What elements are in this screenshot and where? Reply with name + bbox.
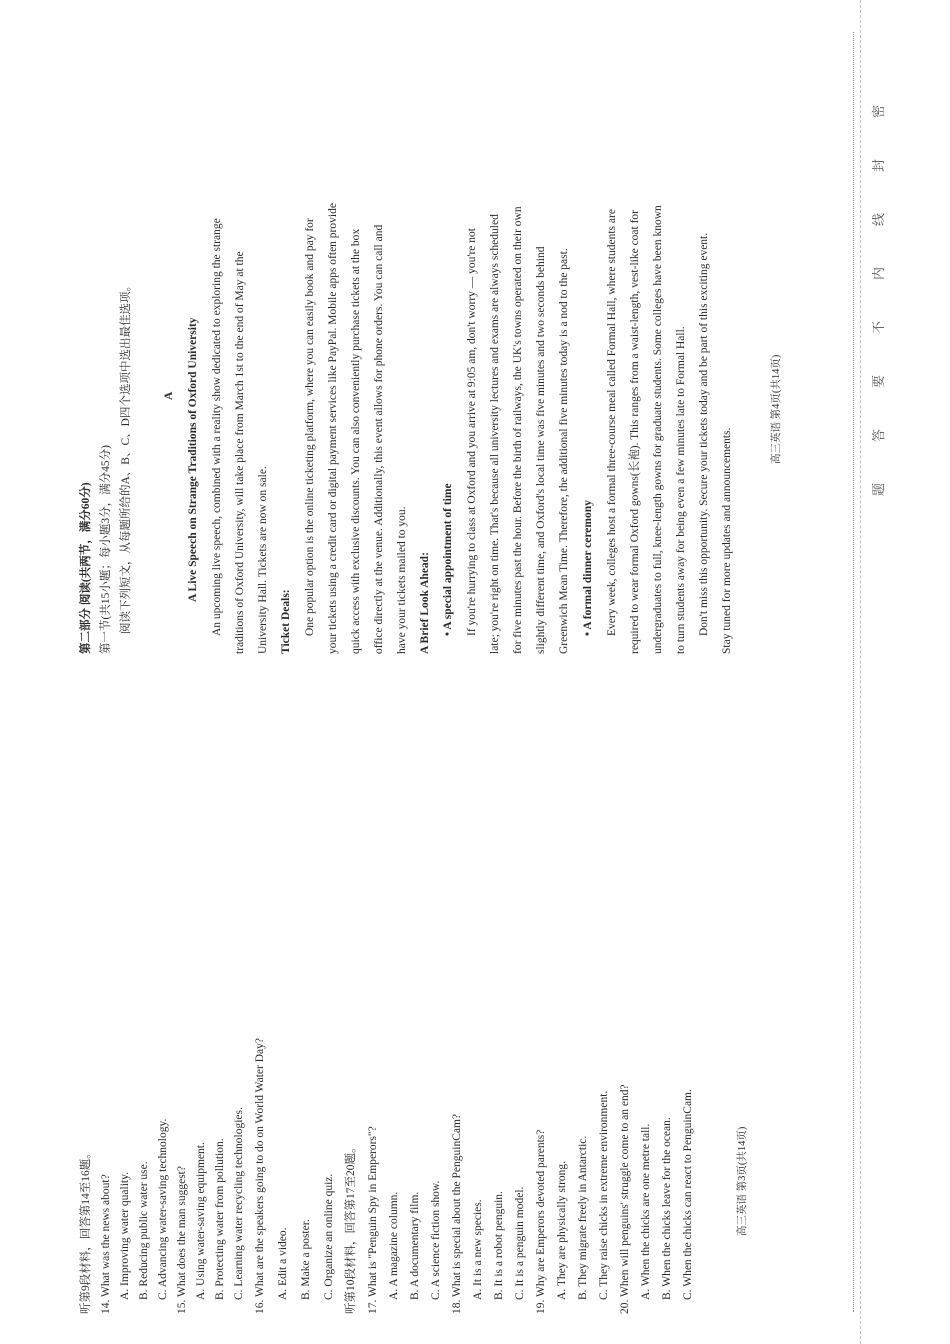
question-18-stem: 18. What is special about the PenguinCam? <box>451 1113 463 1314</box>
question-19-option-a: A. They are physically strong. <box>556 1160 568 1300</box>
question-15-option-b: B. Protecting water from pollution. <box>214 1138 226 1300</box>
bullet-formal-dinner: • A formal dinner ceremony <box>582 500 594 636</box>
question-16-option-b: B. Make a poster. <box>300 1219 312 1300</box>
seal-line-dashes <box>860 0 861 1344</box>
seal-char-6: 要 <box>871 374 886 388</box>
question-19-stem: 19. Why are Emperors devoted parents? <box>535 1129 547 1314</box>
seal-char-2: 封 <box>871 158 886 172</box>
seal-char-7: 答 <box>871 428 886 442</box>
paragraph-3-line-1: If you're hurrying to class at Oxford and you arrive at 9:05 am, don't worry — you're not <box>466 228 478 636</box>
question-17-option-c: C. A science fiction show. <box>430 1180 442 1300</box>
question-16-stem: 16. What are the speakers going to do on World Water Day? <box>254 1038 266 1314</box>
paragraph-1-line-1: An upcoming live speech, combined with a reality show dedicated to exploring the strange <box>211 218 223 636</box>
passage-title: A Live Speech on Strange Traditions of Oxford University <box>187 317 199 602</box>
question-15-option-a: A. Using water-saving equipment. <box>195 1142 207 1300</box>
seal-char-8: 题 <box>871 482 886 496</box>
brief-look-heading: A Brief Look Ahead: <box>419 552 431 654</box>
seal-char-5: 不 <box>871 320 886 334</box>
question-14-stem: 14. What was the news about? <box>100 1174 112 1314</box>
paragraph-3-line-2: late; you're right on time. That's because all university lectures and exams are always scheduled <box>489 214 501 654</box>
question-17-option-a: A. A magazine column. <box>388 1191 400 1300</box>
paragraph-3-line-4: slightly different time, and Oxford's local time was five minutes and two seconds behind <box>535 246 547 654</box>
question-19-option-b: B. They migrate freely in Antarctic. <box>577 1135 589 1300</box>
question-14-option-a: A. Improving water quality. <box>119 1172 131 1300</box>
reading-instructions: 阅读下列短文，从每题所给的A、B、C、D四个选项中选出最佳选项。 <box>120 280 132 634</box>
question-14-option-c: C. Advancing water-saving technology. <box>157 1118 169 1300</box>
paragraph-1-line-3: University Hall. Tickets are now on sale. <box>257 466 269 654</box>
paragraph-1-line-2: traditions of Oxford University, will take place from March 1st to the end of May at the <box>234 251 246 654</box>
paragraph-2-line-3: quick access with exclusive discounts. You can also conveniently purchase tickets at the box <box>350 228 362 654</box>
paragraph-4-line-4: to turn students away for being even a few minutes late to Formal Hall. <box>675 326 687 654</box>
question-15-stem: 15. What does the man suggest? <box>176 1166 188 1314</box>
question-20-option-c: C. When the chicks can react to PenguinCam. <box>682 1089 694 1300</box>
paragraph-2-line-5: have your tickets mailed to you. <box>396 506 408 654</box>
question-16-option-a: A. Edit a video. <box>277 1227 289 1300</box>
question-18-option-b: B. It is a robot penguin. <box>493 1191 505 1300</box>
section-title: 第一节(共15小题；每小题3分，满分45分) <box>100 445 112 654</box>
ticket-deals-heading: Ticket Deals: <box>280 589 292 654</box>
part-title: 第二部分 阅读(共两节，满分60分) <box>80 482 92 654</box>
seal-char-1: 密 <box>871 104 886 118</box>
question-15-option-c: C. Learning water recycling technologies. <box>233 1107 245 1300</box>
paragraph-3-line-5: Greenwich Mean Time. Therefore, the additional five minutes today is a nod to the past. <box>558 248 570 654</box>
listening-10-intro: 听第10段材料，回答第17至20题。 <box>345 1141 357 1314</box>
question-18-option-c: C. It is a penguin model. <box>514 1186 526 1300</box>
paragraph-5-line-2: Stay tuned for more updates and announcements. <box>721 427 733 654</box>
question-20-option-b: B. When the chicks leave for the ocean. <box>661 1117 673 1300</box>
paragraph-2-line-2: your tickets using a credit card or digital payment services like PayPal. Mobile apps often provide <box>327 203 339 654</box>
seal-char-3: 线 <box>871 212 886 226</box>
question-14-option-b: B. Reducing public water use. <box>138 1161 150 1300</box>
paragraph-4-line-3: undergraduates to full, knee-length gowns for graduate students. Some colleges have been known <box>652 205 664 654</box>
paragraph-3-line-3: for five minutes past the hour. Before the birth of railways, the UK's towns operated on their own <box>512 206 524 654</box>
passage-letter: A <box>163 391 175 400</box>
question-20-option-a: A. When the chicks are one metre tall. <box>640 1123 652 1300</box>
paragraph-5-line-1: Don't miss this opportunity. Secure your tickets today and be part of this exciting event. <box>698 232 710 636</box>
paragraph-2-line-4: office directly at the venue. Additionally, this event allows for phone orders. You can call and <box>373 224 385 654</box>
question-20-stem: 20. When will penguins' struggle come to an end? <box>619 1084 631 1314</box>
paragraph-2-line-1: One popular option is the online ticketing platform, where you can easily book and pay for <box>304 218 316 636</box>
question-18-option-a: A. It is a new species. <box>472 1199 484 1300</box>
page-3-footer: 高三英语 第3页(共14页) <box>737 1126 748 1236</box>
paragraph-4-line-2: required to wear formal Oxford gowns(长袍). This ranges from a waist-length, vest-like coat for <box>629 209 641 654</box>
listening-9-intro: 听第9段材料，回答第14至16题。 <box>80 1147 92 1314</box>
question-17-option-b: B. A documentary film. <box>409 1191 421 1300</box>
paragraph-4-line-1: Every week, colleges host a formal three-course meal called Formal Hall, where students are <box>606 209 618 636</box>
page-4-footer: 高三英语 第4页(共14页) <box>771 354 782 464</box>
seal-char-4: 内 <box>871 266 886 280</box>
bullet-special-appointment: • A special appointment of time <box>442 483 454 636</box>
question-17-stem: 17. What is "Penguin Spy in Emperors"? <box>367 1126 379 1314</box>
question-19-option-c: C. They raise chicks in extreme environment. <box>598 1090 610 1300</box>
seal-line-rule <box>853 32 854 1312</box>
question-16-option-c: C. Organize an online quiz. <box>323 1173 335 1300</box>
